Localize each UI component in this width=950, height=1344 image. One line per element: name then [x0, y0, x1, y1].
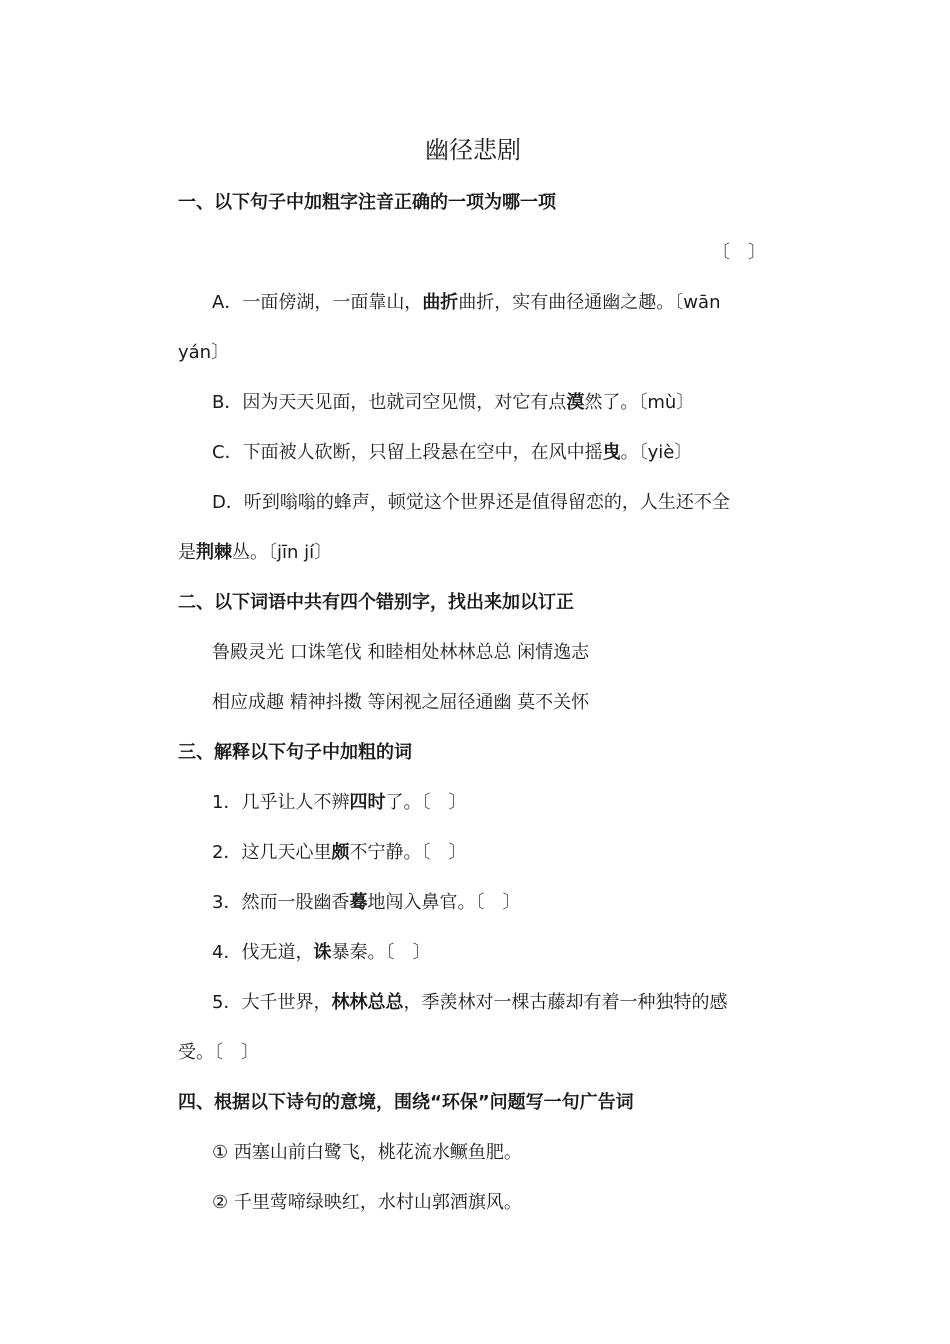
section-3-heading: 三、解释以下句子中加粗的词 [178, 742, 412, 763]
option-d: D．听到嗡嗡的蜂声，顿觉这个世界还是值得留恋的，人生还不全 [212, 492, 730, 513]
item-1-bold: 四时 [349, 792, 386, 813]
option-b-text: B．因为天天见面，也就司空见惯，对它有点 [212, 392, 567, 413]
option-b [178, 378, 768, 428]
item-2-bold: 颇 [331, 842, 350, 863]
item-3-bold: 蓦 [349, 892, 368, 913]
poem-line-1: ① 西塞山前白鹭飞，桃花流水鳜鱼肥。 [212, 1142, 522, 1163]
option-a-bold: 曲折 [422, 292, 459, 313]
option-a [178, 278, 768, 328]
option-c-bold: 曳 [602, 442, 621, 463]
question-item-1 [178, 778, 768, 828]
option-a-text-post: 曲折，实有曲径通幽之趣。〔wān [458, 292, 721, 313]
option-a-text: A．一面傍湖，一面靠山， [212, 292, 423, 313]
answer-bracket: 〔 〕 [712, 242, 766, 263]
option-c-text: C．下面被人砍断，只留上段悬在空中，在风中摇 [212, 442, 603, 463]
option-a-continuation: yán〕 [178, 342, 230, 363]
item-1-text-post: 了。〔 〕 [385, 792, 467, 813]
item-3-text-post: 地闯入鼻官。〔 〕 [367, 892, 521, 913]
option-b-bold: 漠 [566, 392, 585, 413]
item-5-text: 5．大千世界， [212, 992, 332, 1013]
section-2-heading: 二、以下词语中共有四个错别字，找出来加以订正 [178, 592, 574, 613]
option-d-bold: 荆棘 [196, 542, 232, 563]
option-d-text: 是 [178, 542, 196, 563]
item-2-text-post: 不宁静。〔 〕 [349, 842, 467, 863]
question-item-4 [178, 928, 768, 978]
document-title: 幽径悲剧 [425, 136, 521, 164]
word-list-line-2: 相应成趣 精神抖擞 等闲视之屈径通幽 莫不关怀 [212, 692, 590, 713]
item-1-text: 1．几乎让人不辨 [212, 792, 350, 813]
question-item-3 [178, 878, 768, 928]
section-1-heading: 一、以下句子中加粗字注音正确的一项为哪一项 [178, 192, 556, 213]
question-item-2 [178, 828, 768, 878]
option-c-text-post: 。〔yiè〕 [620, 442, 693, 463]
section-4-heading: 四、根据以下诗句的意境，围绕“环保”问题写一句广告词 [178, 1092, 634, 1113]
item-5-bold: 林林总总 [331, 992, 404, 1013]
option-c [178, 428, 768, 478]
document-page [178, 122, 768, 1228]
word-list-line-1: 鲁殿灵光 口诛笔伐 和睦相处林林总总 闲情逸志 [212, 642, 590, 663]
item-3-text: 3．然而一股幽香 [212, 892, 350, 913]
question-item-5 [178, 978, 768, 1028]
question-item-5-continuation: 受。〔 〕 [178, 1042, 259, 1063]
option-d-continuation [178, 528, 768, 578]
item-4-text: 4．伐无道， [212, 942, 314, 963]
option-d-text-post: 丛。〔jīn jí〕 [232, 542, 333, 563]
item-2-text: 2．这几天心里 [212, 842, 332, 863]
poem-line-2: ② 千里莺啼绿映红，水村山郭酒旗风。 [212, 1192, 522, 1213]
item-4-bold: 诛 [313, 942, 332, 963]
item-4-text-post: 暴秦。〔 〕 [331, 942, 431, 963]
item-5-text-post: ，季羡林对一棵古藤却有着一种独特的感 [403, 992, 728, 1013]
option-b-text-post: 然了。〔mù〕 [584, 392, 695, 413]
